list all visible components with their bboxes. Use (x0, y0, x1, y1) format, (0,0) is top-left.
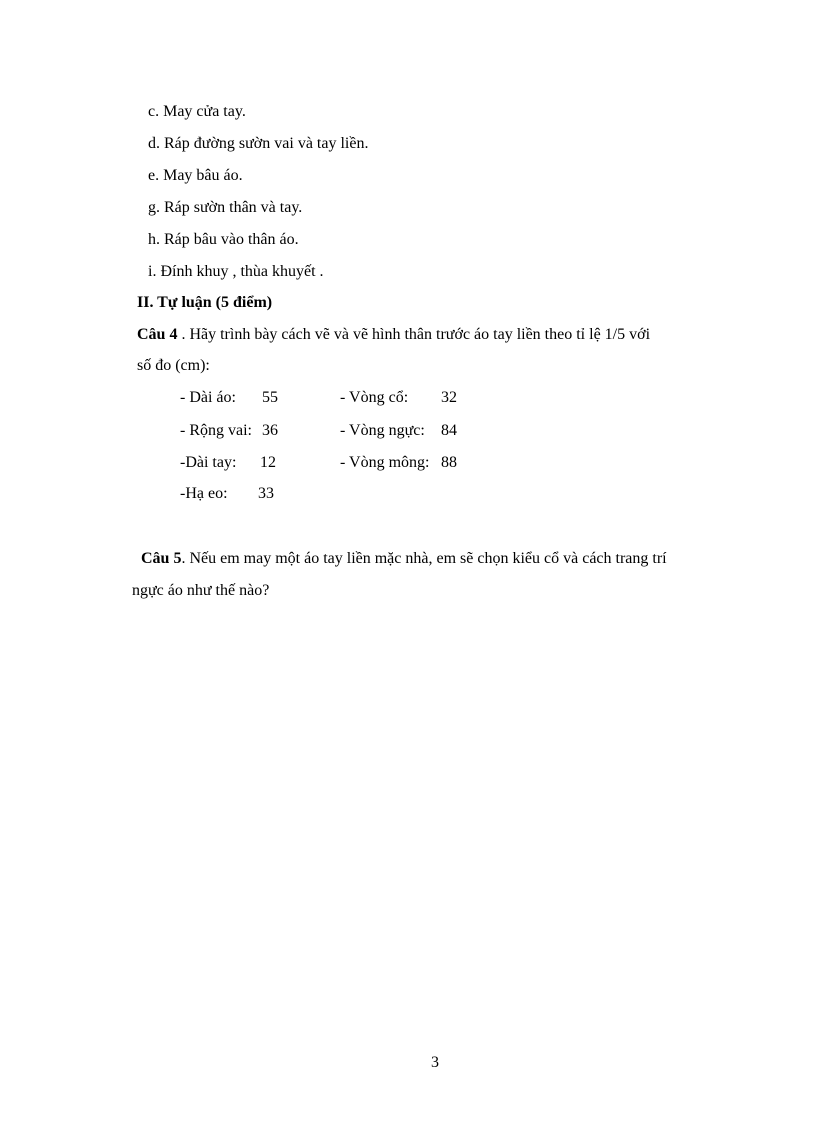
question-4-line1 (137, 325, 650, 345)
question-5-line2: ngực áo như thế nào? (132, 582, 270, 599)
question-5-text: . Nếu em may một áo tay liền mặc nhà, em sẽ chọn kiểu cổ và cách trang trí (181, 550, 667, 567)
list-item-e: e. May bâu áo. (148, 167, 243, 184)
list-item-d: d. Ráp đường sườn vai và tay liền. (148, 135, 369, 152)
measure-label-dai-tay: -Dài tay: (180, 454, 237, 471)
measure-label-rong-vai: - Rộng vai: (180, 422, 252, 439)
measure-value-vong-mong: 88 (441, 454, 457, 471)
list-item-c: c. May cửa tay. (148, 103, 246, 120)
measure-value-vong-nguc: 84 (441, 422, 457, 439)
list-item-h: h. Ráp bâu vào thân áo. (148, 231, 299, 248)
list-item-g: g. Ráp sườn thân và tay. (148, 199, 303, 216)
page-number: 3 (431, 1054, 439, 1071)
measure-value-rong-vai: 36 (262, 422, 278, 439)
list-item-i: i. Đính khuy , thùa khuyết . (148, 263, 324, 280)
measure-label-ha-eo: -Hạ eo: (180, 485, 228, 502)
question-4-label: Câu 4 (137, 326, 178, 343)
question-5-label: Câu 5 (141, 550, 182, 567)
measure-value-dai-ao: 55 (262, 389, 278, 406)
question-4-text: . Hãy trình bày cách vẽ và vẽ hình thân trước áo tay liền theo tỉ lệ 1/5 với (177, 326, 651, 343)
measure-label-dai-ao: - Dài áo: (180, 389, 236, 406)
measure-value-dai-tay: 12 (260, 454, 276, 471)
measure-value-vong-co: 32 (441, 389, 457, 406)
question-5-line1 (141, 549, 667, 569)
measure-label-vong-nguc: - Vòng ngực: (340, 422, 425, 439)
section-heading: II. Tự luận (5 điểm) (137, 294, 273, 311)
measure-label-vong-co: - Vòng cổ: (340, 389, 409, 406)
measure-label-vong-mong: - Vòng mông: (340, 454, 430, 471)
measure-value-ha-eo: 33 (258, 485, 274, 502)
question-4-line2: số đo (cm): (137, 357, 210, 374)
